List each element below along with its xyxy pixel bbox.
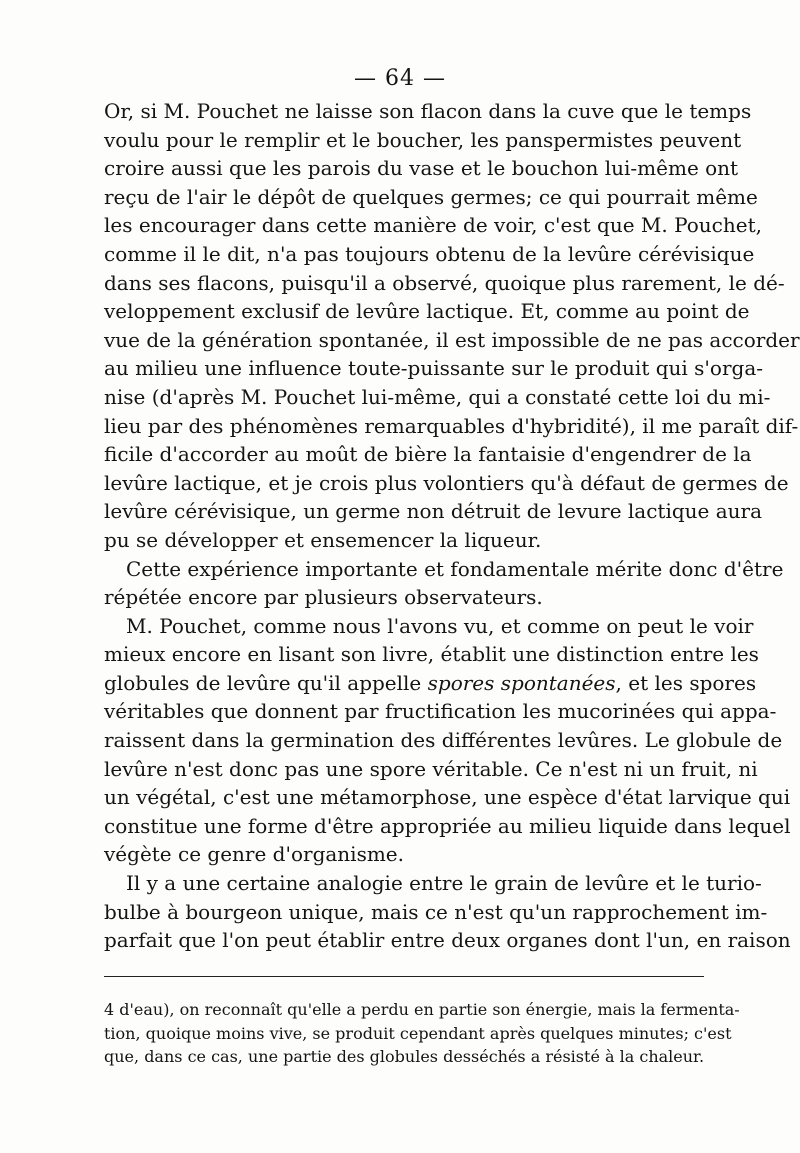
text-line: croire aussi que les parois du vase et le bouchon lui-même ont: [104, 156, 739, 181]
text-line: levûre cérévisique, un germe non détruit de levure lactique aura: [104, 499, 763, 524]
footnote-line: que, dans ce cas, une partie des globules desséchés a résisté à la chaleur.: [104, 1047, 705, 1066]
text-line: lieu par des phénomènes remarquables d'hybridité), il me paraît dif-: [104, 413, 799, 438]
text-line: nise (d'après M. Pouchet lui-même, qui a constaté cette loi du mi-: [104, 384, 771, 409]
text-line: veloppement exclusif de levûre lactique. Et, comme au point de: [104, 299, 750, 324]
footnote-line: 4 d'eau), on reconnaît qu'elle a perdu en partie son énergie, mais la fermenta-: [104, 1000, 740, 1019]
footnote-line: tion, quoique moins vive, se produit cependant après quelques minutes; c'est: [104, 1023, 732, 1043]
text-line: un végétal, c'est une métamorphose, une espèce d'état larvique qui: [104, 785, 791, 810]
text-line: [104, 669, 757, 698]
text-line: levûre lactique, et je crois plus volontiers qu'à défaut de germes de: [104, 470, 789, 495]
text-line: les encourager dans cette manière de voir, c'est que M. Pouchet,: [104, 213, 762, 238]
text-line: Or, si M. Pouchet ne laisse son flacon dans la cuve que le temps: [104, 99, 752, 123]
text-line: constitue une forme d'être appropriée au milieu liquide dans lequel: [104, 813, 791, 838]
text-line: Il y a une certaine analogie entre le grain de levûre et le turio-: [126, 871, 762, 896]
footnote: [104, 998, 740, 1069]
text-line: comme il le dit, n'a pas toujours obtenu de la levûre cérévisique: [104, 241, 755, 266]
text-line: répétée encore par plusieurs observateurs.: [104, 585, 543, 610]
text-line: végète ce genre d'organisme.: [104, 842, 404, 867]
text-fragment: , et les spores: [615, 670, 757, 695]
footnote-divider: [104, 976, 704, 977]
text-line: reçu de l'air le dépôt de quelques germes; ce qui pourrait même: [104, 184, 758, 209]
text-line: levûre n'est donc pas une spore véritable. Ce n'est ni un fruit, ni: [104, 756, 758, 781]
body-text: [104, 97, 800, 955]
text-line: ficile d'accorder au moût de bière la fantaisie d'engendrer de la: [104, 442, 752, 467]
page-number: — 64 —: [354, 66, 446, 91]
text-line: vue de la génération spontanée, il est impossible de ne pas accorder: [104, 327, 800, 352]
text-line: dans ses flacons, puisqu'il a observé, quoique plus rarement, le dé-: [104, 270, 785, 295]
text-line: M. Pouchet, comme nous l'avons vu, et comme on peut le voir: [126, 613, 754, 638]
text-line: véritables que donnent par fructification les mucorinées qui appa-: [104, 699, 777, 724]
text-line: raissent dans la germination des différentes levûres. Le globule de: [104, 728, 783, 753]
text-line: voulu pour le remplir et le boucher, les panspermistes peuvent: [104, 127, 742, 152]
italic-term: spores spontanées: [427, 670, 616, 695]
text-line: au milieu une influence toute-puissante sur le produit qui s'orga-: [104, 356, 764, 381]
text-line: Cette expérience importante et fondamentale mérite donc d'être: [126, 556, 784, 581]
text-line: parfait que l'on peut établir entre deux organes dont l'un, en raison: [104, 928, 791, 953]
text-fragment: globules de levûre qu'il appelle: [104, 670, 422, 695]
text-line: bulbe à bourgeon unique, mais ce n'est qu'un rapprochement im-: [104, 899, 768, 924]
text-line: pu se développer et ensemencer la liqueur.: [104, 527, 542, 552]
text-line: mieux encore en lisant son livre, établit une distinction entre les: [104, 642, 759, 667]
